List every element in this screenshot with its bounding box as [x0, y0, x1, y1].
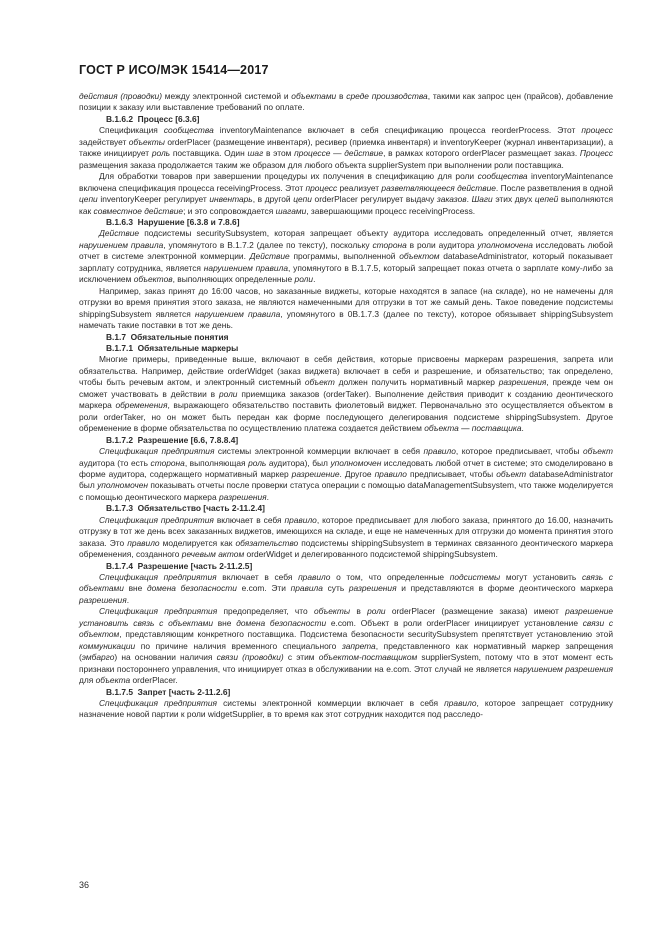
section-heading: В.1.7.4 Разрешение [часть 2-11.2.5] — [106, 560, 253, 571]
section-heading: В.1.6.2 Процесс [6.3.6] — [106, 113, 200, 124]
document-header: ГОСТ Р ИСО/МЭК 15414—2017 — [79, 63, 269, 77]
paragraph: Спецификация сообщества inventoryMaintenance включает в себя спецификацию процесса reorderProcess. Этот процесс задействует объекты orderPlacer (размещение инвентаря), ресивер (приемка инвентаря) и inventoryKeeper (журнал инвентаризации), а также инициирует роль поставщика. Один шаг в этом процессе — действие, в рамках которого orderPlacer размещает заказ. Процесс размещения заказа продолжается таким же образом для любого объекта supplierSystem при выполнении роли поставщика. — [79, 125, 614, 170]
section-heading: В.1.7.2 Разрешение [6.6, 7.8.8.4] — [106, 434, 239, 445]
section-heading: В.1.7.3 Обязательство [часть 2-11.2.4] — [106, 503, 265, 514]
section-heading: В.1.7 Обязательные понятия — [106, 331, 229, 342]
paragraph: Многие примеры, приведенные выше, включают в себя действия, которые присвоены маркерам разрешения, запрета или обязательства. Например, действие orderWidget (заказ виджета) включает в себя и разрешение, и обязательство; так определено, чтобы быть речевым актом, и электронный системный объект должен получить нормативный маркер разрешения, прежде чем он сможет участвовать в действии в роли приемщика заказов (orderTaker). Выполнение действия приводит к созданию деонтического маркера обременения, выражающего обязательство поставить фиолетовый виджет. Первоначально это осуществляется объектом в роли orderTaker, но он может быть передан как форме последующего делегирования подсистеме shippingSubsystem. Другое обременение в форме обязательства по осуществлению платежа создается действием объекта — поставщика. — [79, 354, 613, 434]
paragraph: Спецификация предприятия включает в себя правило о том, что определенные подсистемы могут установить связь с объектами вне домена безопасности e.com. Эти правила суть разрешения и представляются в форме деонтического маркера разрешения. — [79, 572, 614, 605]
page-number: 36 — [79, 880, 90, 890]
paragraph: действия (проводки) между электронной системой и объектами в среде производства, такими как запрос цен (прайсов), добавление позиции к заказу или выставление требований по оплате. — [79, 91, 614, 113]
section-heading: В.1.7.5 Запрет [часть 2-11.2.6] — [106, 686, 231, 697]
document-body — [79, 91, 613, 721]
paragraph: Спецификация предприятия системы электронной коммерции включает в себя правило, которое предписывает, чтобы объект аудитора (то есть сторона, выполняющая роль аудитора), был уполномочен исследовать любой отчет в системе; это смоделировано в форме аудитора, содержащего нормативный маркер разрешение. Другое правило предписывает, чтобы объект databaseAdministrator был уполномочен показывать отчеты после проверки статуса операции с помощью dataManagementSubsystem, что также моделируется с помощью деонтического маркера разрешения. — [79, 446, 614, 502]
paragraph: Например, заказ принят до 16:00 часов, но заказанные виджеты, которые находятся в запасе (на складе), но не намечены для отгрузки во время принятия этого заказа, не являются намеченными для отгрузки в тот же самый день. Такое поведение подсистемы shippingSubsystem является нарушением правила, упомянутого в 0В.1.7.3 (далее по тексту), которое обязывает shippingSubsystem намечать такие поставки в тот же день. — [79, 285, 613, 331]
section-heading: В.1.7.1 Обязательные маркеры — [106, 342, 239, 353]
paragraph: Для обработки товаров при завершении процедуры их получения в спецификацию для роли сообщества inventoryMaintenance включена спецификация процесса receivingProcess. Этот процесс реализует разветвляющееся действие. После разветвления в одной цепи inventoryKeeper регулирует инвентарь, в другой цепи orderPlacer регулирует выдачу заказов. Шаги этих двух цепей выполняются как совместное действие; и это сопровождается шагами, завершающими процесс receivingProcess. — [79, 171, 614, 216]
section-heading: В.1.6.3 Нарушение [6.3.8 и 7.8.6] — [106, 216, 240, 227]
paragraph: Спецификация предприятия предопределяет, что объекты в роли orderPlacer (размещение заказа) имеют разрешение установить связь с объектами вне домена безопасности e.com. Объект в роли orderPlacer инициирует установление связи с объектом, представляющим конкретного поставщика. Подсистема безопасности securitySubsystem препятствует установлению этой коммуникации по причине наличия временного специального запрета, представленного как нормативный маркер запрещения (эмбарго) на основании наличия связи (проводки) с этим объектом-поставщиком supplierSystem, потому что в этот момент есть признаки постороннего управления, что инициирует отказ в обслуживании на e.com. Этот случай не является нарушением разрешения для объекта orderPlacer. — [79, 606, 614, 686]
paragraph: Спецификация предприятия системы электронной коммерции включает в себя правило, которое запрещает сотруднику назначение новой партии к роли widgetSupplier, в то время как этот сотрудник находится под расследо- — [79, 698, 613, 720]
paragraph: Действие подсистемы securitySubsystem, которая запрещает объекту аудитора исследовать определенный отчет, является нарушением правила, упомянутого в В.1.7.2 (далее по тексту), поскольку сторона в роли аудитора уполномочена исследовать любой отчет в системе электронной коммерции. Действие программы, выполненной объектом databaseAdministrator, который показывает зарплату сотрудника, является нарушением правила, упомянутого в В.1.7.5, который запрещает показ отчета о зарплате кому-либо за исключением объектов, выполняющих определенные роли. — [79, 228, 613, 285]
paragraph: Спецификация предприятия включает в себя правило, которое предписывает для любого заказа, принятого до 16.00, назначить отгрузку в тот же день всех заказанных виджетов, имеющихся на складе, и еще не намеченных для отгрузки до момента принятия этого заказа. Это правило моделируется как обязательство подсистемы shippingSubsystem в терминах связанного деонтического маркера обременения, созданного речевым актом orderWidget и делегированного подсистемой shippingSubsystem. — [79, 514, 613, 560]
